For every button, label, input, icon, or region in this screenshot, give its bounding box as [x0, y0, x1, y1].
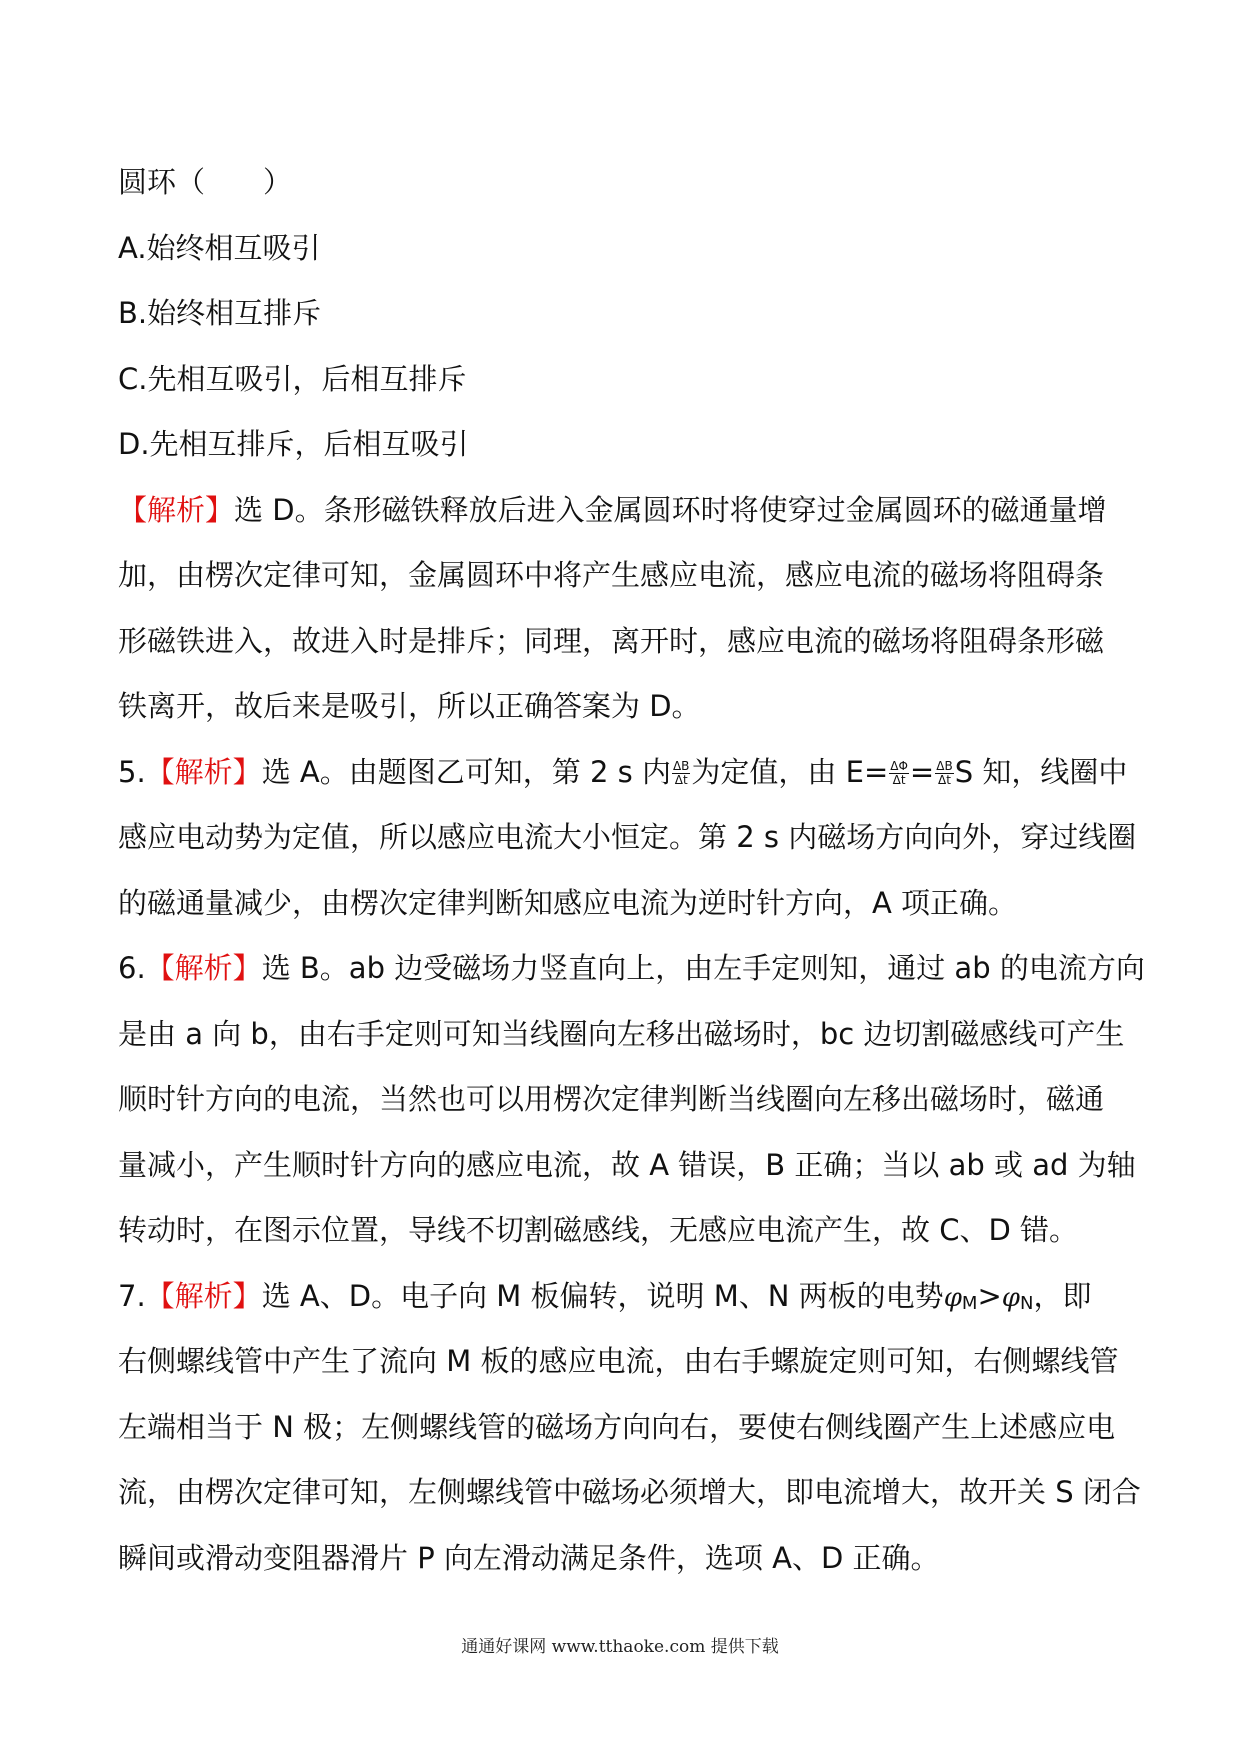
option-b: B.始终相互排斥 — [118, 296, 322, 330]
option-a: A.始终相互吸引 — [118, 230, 321, 265]
analysis-text: 为定值，由 E= — [691, 754, 889, 789]
option-c: C.先相互吸引，后相互排斥 — [118, 361, 467, 396]
analysis-4-line-1 — [118, 478, 1128, 544]
analysis-7-line-3: 左端相当于 N 极；左侧螺线管的磁场方向向右，要使右侧线圈产生上述感应电 — [118, 1409, 1116, 1444]
phi-symbol: φ — [1001, 1282, 1020, 1313]
subscript-n: N — [1019, 1292, 1034, 1314]
analysis-label: 【解析】 — [145, 1278, 262, 1313]
fraction-db-dt: $\frac{\Delta B}{\Delta t}$ — [672, 759, 690, 787]
question-stem-end: 圆环（ ） — [118, 165, 293, 199]
analysis-5-line-3: 的磁通量减少，由楞次定律判断知感应电流为逆时针方向，A 项正确。 — [118, 885, 1018, 920]
analysis-5-line-2: 感应电动势为定值，所以感应电流大小恒定。第 2 s 内磁场方向向外，穿过线圈 — [118, 820, 1137, 854]
analysis-7-line-4: 流，由楞次定律可知，左侧螺线管中磁场必须增大，即电流增大，故开关 S 闭合 — [118, 1475, 1141, 1509]
analysis-text: ，即 — [1033, 1278, 1092, 1313]
question-number: 6. — [118, 951, 146, 985]
analysis-7-line-1 — [118, 1264, 1128, 1330]
document-body — [118, 150, 1145, 1591]
analysis-6-line-2: 是由 a 向 b，由右手定则可知当线圈向左移出磁场时，bc 边切割磁感线可产生 — [118, 1016, 1125, 1051]
equals-sign: = — [909, 754, 935, 789]
analysis-5-line-1 — [118, 740, 1128, 806]
analysis-label: 【解析】 — [145, 951, 262, 985]
subscript-m: M — [961, 1292, 978, 1314]
phi-symbol: φ — [943, 1282, 962, 1313]
question-number: 7. — [118, 1278, 146, 1313]
fraction-db-dt: $\frac{\Delta B}{\Delta t}$ — [936, 759, 953, 787]
analysis-4-line-4: 铁离开，故后来是吸引，所以正确答案为 D。 — [118, 689, 701, 723]
analysis-6-line-5: 转动时，在图示位置，导线不切割磁感线，无感应电流产生，故 C、D 错。 — [118, 1213, 1079, 1247]
analysis-text: S 知，线圈中 — [954, 754, 1128, 789]
option-d: D.先相互排斥，后相互吸引 — [118, 427, 469, 461]
analysis-7-line-2: 右侧螺线管中产生了流向 M 板的感应电流，由右手螺旋定则可知，右侧螺线管 — [118, 1344, 1119, 1378]
analysis-6-line-3: 顺时针方向的电流，当然也可以用楞次定律判断当线圈向左移出磁场时，磁通 — [118, 1082, 1105, 1116]
analysis-text: 选 B。ab 边受磁场力竖直向上，由左手定则知，通过 ab 的电流方向 — [261, 951, 1145, 985]
analysis-6-line-4: 量减小，产生顺时针方向的感应电流，故 A 错误，B 正确；当以 ab 或 ad 为轴 — [118, 1147, 1136, 1182]
analysis-7-line-5: 瞬间或滑动变阻器滑片 P 向左滑动满足条件，选项 A、D 正确。 — [118, 1540, 940, 1575]
footer-credit: 通通好课网 www.tthaoke.com 提供下载 — [461, 1637, 779, 1657]
analysis-text: 选 D。条形磁铁释放后进入金属圆环时将使穿过金属圆环的磁通量增 — [234, 492, 1107, 527]
analysis-4-line-2: 加，由楞次定律可知，金属圆环中将产生感应电流，感应电流的磁场将阻碍条 — [118, 558, 1105, 592]
analysis-text: 选 A。由题图乙可知，第 2 s 内 — [261, 754, 671, 789]
fraction-dphi-dt: $\frac{\Delta\Phi}{\Delta t}$ — [890, 759, 908, 787]
analysis-4-line-3: 形磁铁进入，故进入时是排斥；同理，离开时，感应电流的磁场将阻碍条形磁 — [118, 623, 1105, 658]
analysis-text: 选 A、D。电子向 M 板偏转，说明 M、N 两板的电势 — [261, 1278, 944, 1313]
greater-than: > — [977, 1278, 1002, 1313]
analysis-label: 【解析】 — [145, 754, 262, 789]
analysis-label: 【解析】 — [118, 492, 235, 527]
question-number: 5. — [118, 754, 146, 789]
analysis-6-line-1 — [118, 936, 1145, 1002]
